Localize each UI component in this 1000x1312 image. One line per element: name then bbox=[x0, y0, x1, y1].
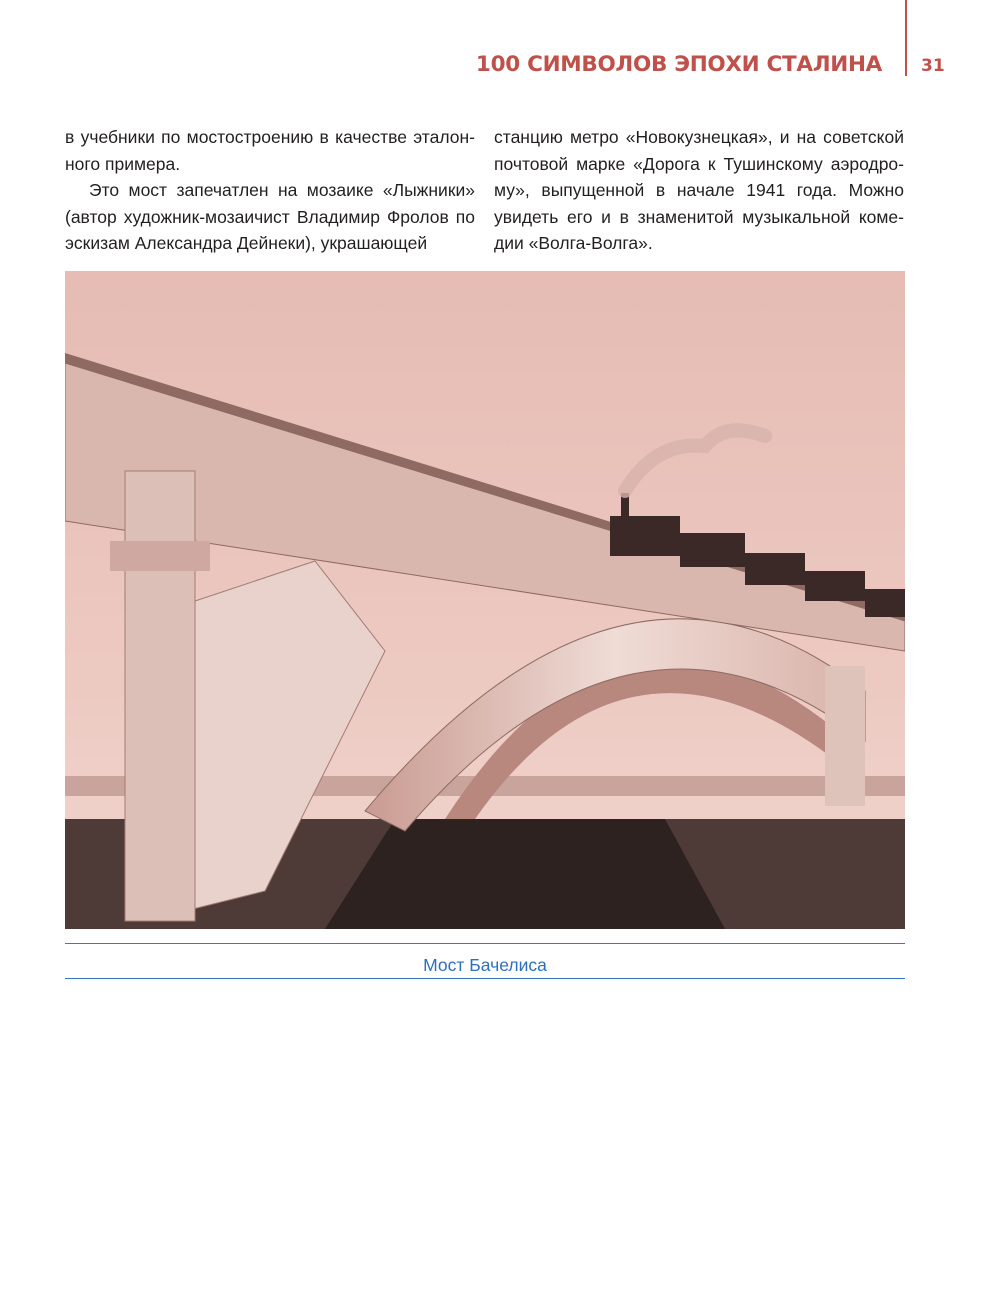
embankment bbox=[325, 819, 725, 929]
pier-cap bbox=[110, 541, 210, 571]
main-pier bbox=[125, 471, 195, 921]
header-divider bbox=[905, 0, 907, 76]
bridge-photo bbox=[65, 271, 905, 929]
figure-caption: Мост Бачелиса bbox=[423, 955, 547, 975]
page-number: 31 bbox=[921, 56, 945, 76]
paragraph: в учебники по мостостроению в качестве эталонного примера. bbox=[65, 127, 475, 174]
paragraph: Это мост запечатлен на мозаике «Лыжники» (автор художник-мозаичист Владимир Фролов по эскизам Александра Дейнеки), украшающей bbox=[65, 180, 475, 253]
running-title: 100 СИМВОЛОВ ЭПОХИ СТАЛИНА bbox=[475, 52, 882, 77]
caption-top-rule bbox=[65, 943, 905, 944]
paragraph: станцию метро «Новокузнецкая», и на советской почтовой марке «Дорога к Тушинскому аэродрому», выпущенной в начале 1941 года. Можно увидеть его и в знаменитой музыкальной комедии «Волга-Волга». bbox=[494, 127, 904, 253]
caption-bottom-rule bbox=[65, 978, 905, 979]
left-column bbox=[65, 124, 475, 257]
right-pier bbox=[825, 666, 865, 806]
right-column bbox=[494, 124, 904, 257]
